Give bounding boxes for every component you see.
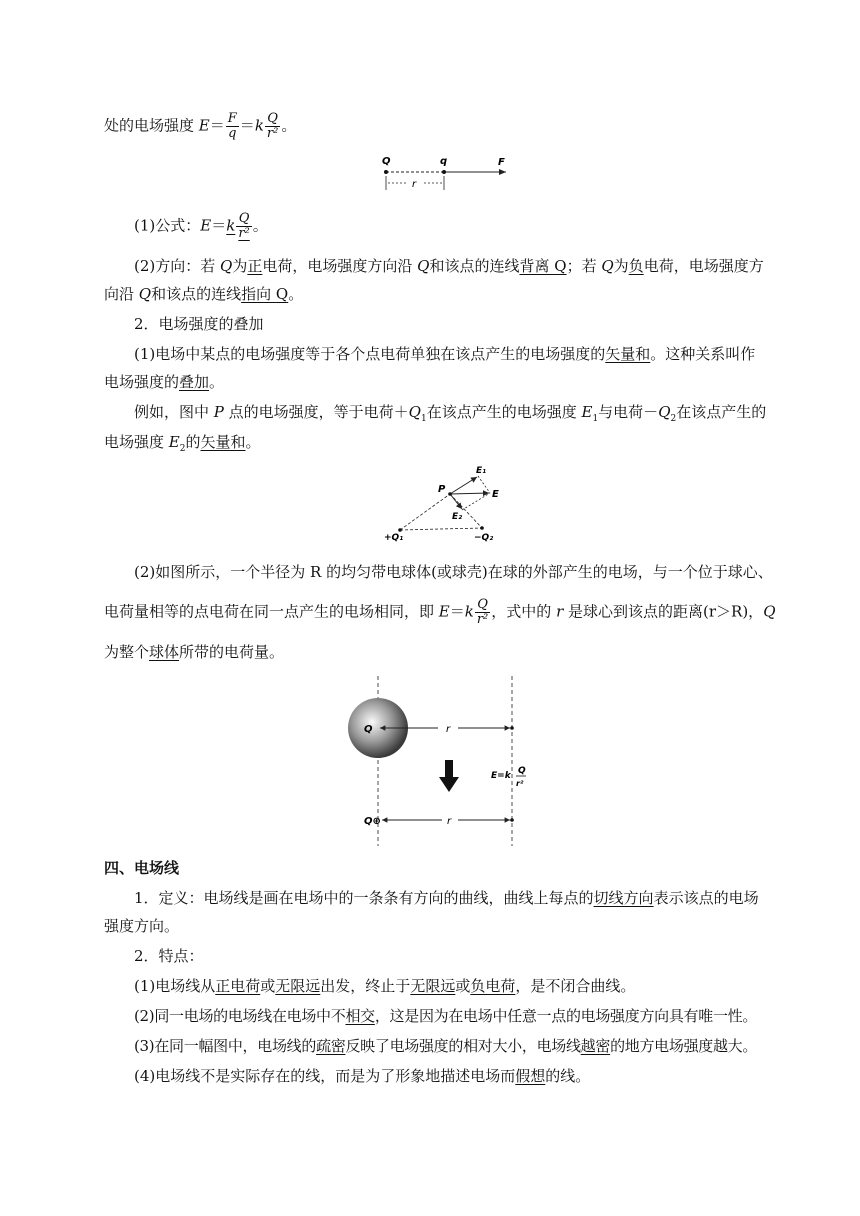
text: (2)方向：若: [134, 257, 221, 275]
symbol-k: k: [226, 216, 236, 235]
text: 向沿: [104, 285, 139, 303]
symbol-r: r: [556, 602, 564, 621]
text: 电场强度的: [104, 373, 180, 391]
fraction-Q-over-r2: [475, 598, 490, 627]
answer-vector-sum: 矢量和: [605, 345, 651, 363]
symbol-Q: Q: [763, 602, 776, 621]
vector-E2: [450, 494, 462, 509]
answer-toward-Q: 指向 Q: [241, 285, 289, 303]
example-line-2: [104, 432, 261, 459]
answer-infinity: 无限远: [410, 977, 456, 995]
text: ，这是因为在电场中任意一点的电场强度方向具有唯一性。: [374, 1007, 758, 1025]
features-heading: 2．特点：: [134, 947, 204, 965]
text: 表示该点的电场: [653, 889, 759, 907]
definition-line-1: [134, 888, 759, 908]
feature-4: [134, 1066, 590, 1086]
field-point-2: [510, 818, 514, 822]
numerator: Q: [236, 212, 251, 227]
denominator: q: [228, 126, 237, 141]
figure-point-charge-force: [378, 150, 518, 194]
feature-1: [134, 976, 635, 996]
text: ；若: [566, 257, 602, 275]
text: 电荷量相等的点电荷在同一点产生的电场相同，即: [104, 602, 439, 621]
text: 例如，图中: [134, 403, 214, 421]
charge-Q1: [398, 528, 402, 532]
label-E2: E₂: [452, 512, 463, 522]
example-line-1: [134, 402, 766, 429]
down-arrow-icon: [439, 777, 459, 792]
text: 。这种关系叫作: [650, 345, 756, 363]
superposition-line-2: [104, 372, 224, 392]
text: 和该点的连线: [429, 257, 520, 275]
text: 电荷，电场强度方: [643, 257, 764, 275]
text: (2)同一电场的电场线在电场中不: [134, 1007, 346, 1025]
text: (3)在同一幅图中，电场线的: [134, 1037, 317, 1055]
text: 电荷，电场强度方向沿: [262, 257, 418, 275]
symbol-Q: Q: [138, 285, 152, 303]
field-strength-definition: [104, 112, 296, 141]
text: 电场强度: [104, 433, 169, 451]
symbol-k: k: [464, 602, 474, 621]
text: 在该点产生的: [676, 403, 767, 421]
subscript: 2: [179, 444, 186, 454]
text: 的线。: [545, 1067, 591, 1085]
answer-imaginary: 假想: [515, 1067, 546, 1085]
label-frac-num: Q: [518, 766, 526, 776]
text: 或: [455, 977, 471, 995]
dashed-Q1-P: [400, 494, 450, 530]
charge-q-dot: [442, 170, 446, 174]
label-point-charge: Q⊕: [364, 816, 381, 827]
text: (4)电场线不是实际存在的线，而是为了形象地描述电场而: [134, 1067, 516, 1085]
answer-negative: 负: [628, 257, 644, 275]
text: 点的电场强度，等于电荷＋: [223, 403, 409, 421]
symbol-E: E: [581, 403, 593, 421]
period: 。: [252, 216, 268, 235]
text: 为整个: [104, 643, 150, 661]
text: 所带的电荷量。: [179, 643, 285, 661]
text: 。: [245, 433, 261, 451]
text: 在该点产生的电场强度: [426, 403, 582, 421]
formula-line: [134, 212, 268, 241]
subscript: 1: [420, 414, 427, 424]
charge-Q2: [480, 526, 484, 530]
answer-superposition: 叠加: [179, 373, 210, 391]
superposition-line-1: [134, 344, 755, 364]
subscript: 2: [670, 414, 677, 424]
text: 和该点的连线: [151, 285, 242, 303]
direction-line-1: [134, 256, 764, 276]
label-Q: Q: [382, 156, 391, 167]
label-Q1: +Q₁: [384, 533, 404, 543]
symbol-Q: Q: [658, 403, 671, 421]
denominator: r²: [266, 126, 279, 141]
answer-sphere: 球体: [149, 643, 180, 661]
symbol-P: P: [213, 403, 224, 421]
symbol-Q: Q: [601, 257, 614, 275]
text: ，是不闭合曲线。: [515, 977, 636, 995]
answer-positive: 正: [247, 257, 263, 275]
symbol-k: k: [254, 116, 264, 135]
text: 的: [185, 433, 201, 451]
label-E: E: [492, 489, 499, 500]
charge-Q-dot: [384, 170, 388, 174]
figure-sphere-equivalence: [346, 676, 536, 848]
text: 为: [613, 257, 629, 275]
text: 1．定义：电场线是画在电场中的一条条有方向的曲线，曲线上每点的: [134, 889, 594, 907]
answer-denser: 越密: [580, 1037, 611, 1055]
equals: ＝: [211, 216, 227, 235]
definition-line-2: 强度方向。: [104, 917, 180, 935]
symbol-E: E: [200, 216, 212, 235]
vector-E: [450, 493, 489, 494]
answer-negative-charge: 负电荷: [470, 977, 516, 995]
text: 出发，终止于: [320, 977, 411, 995]
symbol-E: E: [438, 602, 450, 621]
text: (1)电场中某点的电场强度等于各个点电荷单独在该点产生的电场强度的: [134, 345, 606, 363]
text: (1)公式：: [134, 216, 201, 235]
text: 或: [260, 977, 276, 995]
symbol-E: E: [198, 116, 210, 135]
dashed-parallel-2: [462, 493, 490, 510]
numerator: Q: [265, 112, 280, 127]
period: 。: [281, 116, 297, 135]
text: 为: [232, 257, 248, 275]
label-E1: E₁: [476, 466, 487, 476]
dashed-parallel-1: [478, 476, 490, 493]
feature-2: [134, 1006, 757, 1026]
answer-intersect: 相交: [345, 1007, 375, 1025]
sphere-line-3: [104, 642, 284, 662]
denominator: r²: [238, 226, 250, 241]
numerator: F: [227, 111, 237, 126]
answer-infinity: 无限远: [275, 977, 321, 995]
label-Q2: −Q₂: [474, 533, 494, 543]
answer-density: 疏密: [316, 1037, 346, 1055]
dashed-P-Q2: [450, 494, 482, 528]
numerator: Q: [475, 598, 490, 613]
symbol-E: E: [168, 433, 180, 451]
equals: ＝: [449, 602, 465, 621]
equals: ＝: [239, 116, 255, 135]
feature-3: [134, 1036, 757, 1056]
dashed-Q1-Q2: [400, 528, 482, 530]
figure-vector-superposition: [382, 460, 512, 548]
text: 反映了电场强度的相对大小，电场线: [345, 1037, 581, 1055]
section-superposition: 2．电场强度的叠加: [134, 315, 264, 333]
sphere-line-1: (2)如图所示，一个半径为 R 的均匀带电球体(或球壳)在球的外部产生的电场，与一个位于球心、: [134, 563, 773, 581]
label-P: P: [438, 484, 446, 495]
answer-positive-charge: 正电荷: [215, 977, 261, 995]
label-F: F: [498, 157, 505, 168]
subscript: 1: [592, 414, 599, 424]
fraction-Q-over-r2: [265, 112, 280, 141]
label-Q: Q: [364, 724, 373, 735]
text: 。: [209, 373, 225, 391]
label-r: r: [412, 179, 417, 190]
text: 是球心到该点的距离(r＞R)，: [563, 602, 764, 621]
label-frac-den: r²: [516, 779, 524, 788]
text: 与电荷－: [598, 403, 659, 421]
symbol-Q: Q: [220, 257, 233, 275]
section-field-lines-title: 四、电场线: [104, 859, 180, 877]
equals: ＝: [209, 116, 225, 135]
point-P: [448, 492, 452, 496]
down-arrow-shaft: [445, 760, 453, 777]
denominator: r²: [476, 612, 489, 627]
text: ，式中的: [491, 602, 557, 621]
period: 。: [288, 285, 304, 303]
label-E-k: E=k: [491, 771, 511, 781]
label-r-2: r: [447, 816, 452, 827]
answer-vector-sum: 矢量和: [200, 433, 246, 451]
answer-tangent-direction: 切线方向: [593, 889, 654, 907]
vector-E1: [450, 477, 477, 494]
symbol-Q: Q: [408, 403, 421, 421]
label-r: r: [446, 724, 451, 735]
fraction-F-over-q: [226, 112, 239, 141]
fraction-Q-over-r2: [236, 212, 251, 241]
sphere-line-2: [104, 598, 776, 627]
label-q: q: [440, 156, 448, 167]
direction-line-2: [104, 284, 303, 304]
answer-away-from-Q: 背离 Q: [519, 257, 567, 275]
field-point: [510, 726, 514, 730]
text: 处的电场强度: [104, 116, 195, 135]
symbol-Q: Q: [417, 257, 430, 275]
text: 的地方电场强度越大。: [610, 1037, 758, 1055]
text: (1)电场线从: [134, 977, 216, 995]
